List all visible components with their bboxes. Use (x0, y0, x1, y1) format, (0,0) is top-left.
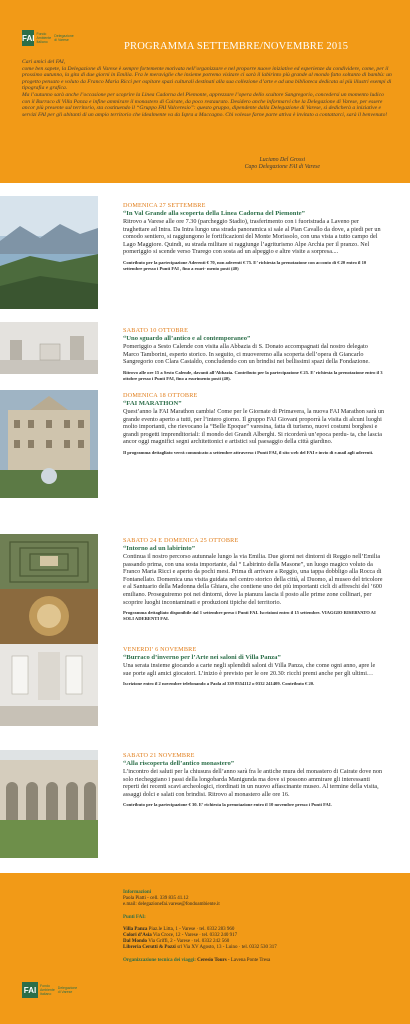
point-item: Villa Panza Piaz.le Litta, 1 - Varese · tel. 0332 283 960 (123, 926, 235, 932)
page-title: PROGRAMMA SETTEMBRE/NOVEMBRE 2015 (124, 41, 349, 52)
event-title: “In Val Grande alla scoperta della Linea Cadorna del Piemonte” (123, 210, 305, 217)
event-note: Il programma dettagliato verrà comunicato a settembre attraverso i Punti FAI, il sito web del FAI e invio di e.mail agli aderenti. (123, 449, 374, 455)
info-email[interactable]: e.mail: delegazionefai.varese@fondoambiente.it (123, 902, 220, 908)
info-phone: Paola Piatti - cell. 339 835 41.12 (123, 896, 189, 902)
footer-fai-logo: FAI Fondo Ambiente Italiano Delegazione di Varese (23, 984, 78, 996)
delegation-label: Delegazione di Varese (54, 34, 74, 42)
event-date: SABATO 24 E DOMENICA 25 OTTOBRE (123, 537, 239, 544)
event-title: “Intorno ad un labirinto” (123, 545, 196, 552)
event-section-3 (123, 392, 385, 456)
event-description: Quest’anno la FAI Marathon cambia! Come per le Giornate di Primavera, la nuova FAI Marathon sarà un grande evento aperto a tutti, per l’intero giorno. Il gruppo FAI Giovani proporrà la visita di alcuni luoghi molto importanti, che rievocano la “Belle Epoque” varesina, fatta di turismo, nuovi costumi borghesi e grandi progetti imprenditoriali: il mondo dei Grandi Alberghi. Si ricorderà un’epoca perdu- ta, che lascia ancor oggi magnifici segni architettonici e artistici sul paesaggio della città giardino. (123, 408, 385, 446)
event-section-6 (123, 752, 385, 808)
event-note: Programma dettagliato disponibile dal 1 settembre preso i Punti FAI. Iscrizioni entro il 15 settembre. VIAGGIO RISERVATO AI SOLI ADERENTI FAI. (123, 610, 376, 622)
event-date: DOMENICA 18 OTTOBRE (123, 392, 198, 399)
signature-name: Luciano Del Grossi (259, 157, 306, 163)
fai-logo-mark: FAI (22, 982, 38, 998)
intro-greeting: Cari amici del FAI, (22, 59, 66, 65)
event-note: Contributo per la partecipazione Aderenti € 70, non aderenti € 75. E’ richiesta la prenotazione con acconto di € 20 entro il 10 settembre presso i Punti FAI , fino a esuri- mento posti (40) (123, 259, 367, 271)
points-heading: Punti FAI: (123, 914, 146, 920)
event-title: “Alla riscoperta dell’antico monastero” (123, 760, 235, 767)
event-note: Ritrovo alle ore 15 a Sesto Calende, davanti all’Abbazia. Contributo per la partecipazione € 25. E’ richiesta la prenotazione entro il 3 ottobre presso i Punti FAI, fino a esurimento posti (40). (123, 369, 383, 381)
villa-salon-photo (0, 644, 98, 726)
fai-logo-text: Fondo Ambiente Italiano (36, 32, 52, 44)
event-section-2 (123, 327, 385, 382)
signature (245, 157, 320, 171)
event-note: Iscrizione entro il 2 novembre telefonando a Paola al 339 8354112 o 0332 241409. Contributo € 20. (123, 681, 315, 687)
event-section-5 (123, 646, 385, 687)
event-section-4 (123, 537, 385, 622)
event-description: L’incontro dei saluti per la chiusura dell’anno sarà fra le antiche mura del monastero di Cairate dove non solo riecheggiano i passi della longobarda Manigunda ma dove si possono ammirare gli interessanti reperti dei recenti scavi archeologici, riordinati in un nuovo affascinante museo. Al termine della visita, assaggi dolci e salati con brindisi. Ritrovo al monastero alle ore 16. (123, 768, 383, 798)
event-note: Contributo per la partecipazione € 30. E’ richiesta la prenotazione entro il 10 novembre presso i Punti FAI. (123, 802, 332, 808)
event-date: VENERDI’ 6 NOVEMBRE (123, 646, 197, 653)
event-date: DOMENICA 27 SETTEMBRE (123, 202, 206, 209)
labyrinth-fresco-photo (0, 534, 98, 644)
point-item: Dal Mondo Via Griffi, 2 - Varese · tel. 0332 242 560 (123, 939, 230, 945)
info-heading: Informazioni (123, 890, 152, 895)
event-description: Pomeriggio a Sesto Calende con visita alla Abbazia di S. Donato accompagnati dal nostro delegato Marco Tamborini, esperto storico. In seguito, ci muoveremo alla scoperta dell’opera di Giancarlo Sangregorio con Clara Castaldo, concludendo con un brindisi nei bellissimi spazi della Fondazione. (123, 343, 370, 366)
event-title: “Burraco d’inverno per l’Arte nei saloni di Villa Panza” (123, 654, 281, 661)
intro-paragraph-1: come ben sapete, la Delegazione di Varese è sempre fortemente motivata nell’organizzare e nel proporre nuove iniziative ed esperienze da condividere, come, per il prossimo autunno, la gita di due giorni in Emilia. Fra le meraviglie che insieme potremo visitare ci sarà il labirinto più grande al mondo fatto soltanto di bambù: un progetto pensato e voluto da Franco Maria Ricci per ospitare spazi culturali destinati alla sua collezione d’arte e ad una biblioteca dedicata ai più illustri esempi di tipografia e grafica. (22, 65, 392, 92)
event-description: Continua il nostro percorso autunnale lungo la via Emilia. Due giorni nei dintorni di Reggio nell’Emilia passando prima, con una sosta importante, dal “ Labirinto della Masone”, un luogo magico voluto da Franco Maria Ricci e aperto da pochi mesi. Prima di arrivare a Reggio, una tappa dobbligo alla Rocca di Fontanellato. Domenica una visita guidata nel centro storico della città, al Duomo, al museo del tricolore e al Santuario della Madonna della Ghiara, che contiene uno dei più importanti cicli di affreschi del ’600 emiliano. Proseguiremo poi nei dintorni, dove la pianura lascia il posto alle prime zone collinari, per scoprire luoghi incontaminati e produzioni tipiche del territorio. (123, 553, 383, 606)
event-title: “FAI MARATHON” (123, 400, 182, 407)
monastery-cloister-photo (0, 750, 98, 858)
header-band (0, 0, 410, 183)
event-title: “Uno sguardo all’antico e al contemporaneo” (123, 335, 251, 342)
event-date: SABATO 21 NOVEMBRE (123, 752, 195, 759)
lake-landscape-photo (0, 196, 98, 309)
event-description: Una serata insieme giocando a carte negli splendidi saloni di Villa Panza, che come ogni anno, apre le sue porte agli amici giocatori. L’inizio è previsto per le ore 20.30: ricchi premi anche per gli ultimi… (123, 662, 376, 677)
point-item: Libreria Cerutti & Pozzi srl Via XV Agosto, 13 - Luino · tel. 0332 530 317 (123, 945, 277, 951)
fai-logo (22, 27, 74, 49)
museum-interior-photo (0, 322, 98, 374)
event-description: Ritrovo a Varese alle ore 7.30 (parcheggio Stadio), trasferimento con i fuoristrada a Laveno per traghettare ad Intra. Da Intra lungo una strada panoramica si sale al Pian Cavallo da dove, a piedi per un comodo sentiero, si raggiungono le fortificazioni del Monte Morissolo, con una vista a tutto campo del Lago Maggiore. Quindi, su strada militare si raggiunge l’agriturismo Alpe Archia per il pranzo. Nel pomeriggio si scende verso Trarego con sosta ad un alpeggio e altre visite a sorpresa.... (123, 218, 381, 256)
event-section-1 (123, 202, 385, 272)
fai-logo-mark: FAI (22, 30, 34, 46)
organizer-line: Organizzazione tecnica dei viaggi: Ceresio Tours - Lavena Ponte Tresa (123, 957, 271, 963)
grand-hotel-photo (0, 390, 98, 498)
event-date: SABATO 10 OTTOBRE (123, 327, 189, 334)
intro-letter (22, 59, 392, 118)
point-item: Colori d’Asia Via Croce, 12 - Varese · tel. 0332 240 917 (123, 933, 238, 939)
signature-role: Capo Delegazione FAI di Varese (244, 164, 320, 170)
footer-info (123, 890, 393, 964)
intro-paragraph-2: Ma l’autunno sarà anche l’occasione per scoprire la Linea Cadorna del Piemonte, apprezzare l’opera dello scultore Sangregorio, concedersi un momento ludico con il Burraco di Villa Panza e infine ammirare il monastero di Cairate, da poco restaurato. Desidero anche informarvi che la Delegazione di Varese, per essere ancor più presente sul territorio, sta costituendo il “Gruppo FAI Valceresio”: questo gruppo, dipendente dalla Delegazione di Varese, si dedicherà a iniziative e servizi FAI per gli abitanti di un ampio territorio che idealmente va da Ispra a Maccagno. Chi volesse farne parte attiva è invitato a contattarci, sarà il benvenuto! (22, 91, 388, 118)
